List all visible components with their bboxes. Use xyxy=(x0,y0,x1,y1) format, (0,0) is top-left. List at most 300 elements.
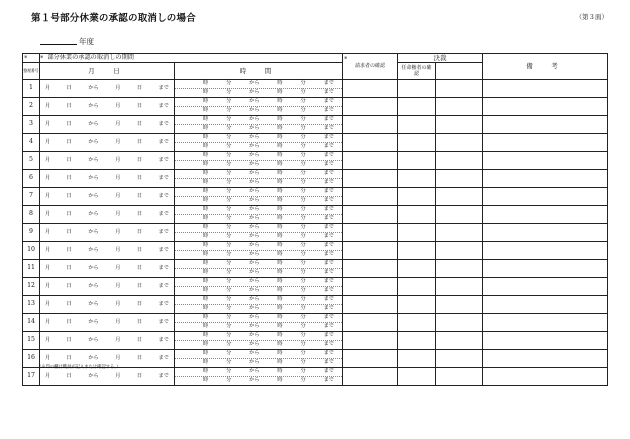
from-word: から xyxy=(88,84,99,91)
appointer-check-cell[interactable] xyxy=(398,224,436,242)
to-month: 月 xyxy=(115,318,121,325)
time-line xyxy=(175,214,342,223)
requester-check-cell[interactable] xyxy=(343,224,398,242)
hour-b: 時 xyxy=(277,332,283,339)
hour-b: 時 xyxy=(277,206,283,213)
year-input-line[interactable] xyxy=(40,44,77,45)
until-word: まで xyxy=(158,300,169,307)
appointer-check-cell[interactable] xyxy=(398,332,436,350)
from-word: から xyxy=(249,377,260,384)
requester-check-cell[interactable] xyxy=(343,206,398,224)
row-seq: 17 xyxy=(23,368,40,386)
biko-cell[interactable] xyxy=(483,134,608,152)
from-word: から xyxy=(249,152,260,159)
from-word: から xyxy=(88,174,99,181)
kessai-cell[interactable] xyxy=(436,188,483,206)
row-time-range[interactable] xyxy=(175,242,343,260)
appointer-check-cell[interactable] xyxy=(398,170,436,188)
until-word: まで xyxy=(158,336,169,343)
time-line xyxy=(175,278,342,286)
from-word: から xyxy=(249,215,260,222)
appointer-check-cell[interactable] xyxy=(398,152,436,170)
minute-b: 分 xyxy=(300,314,306,321)
minute-b: 分 xyxy=(300,233,306,240)
to-month: 月 xyxy=(115,156,121,163)
table-row xyxy=(23,134,608,152)
minute-b: 分 xyxy=(300,143,306,150)
row-time-range[interactable] xyxy=(175,368,343,386)
appointer-check-cell[interactable] xyxy=(398,350,436,368)
appointer-check-cell[interactable] xyxy=(398,296,436,314)
hour-a: 時 xyxy=(203,314,209,321)
biko-cell[interactable] xyxy=(483,242,608,260)
until-word: まで xyxy=(158,138,169,145)
from-word: から xyxy=(88,264,99,271)
from-word: から xyxy=(249,314,260,321)
kessai-cell[interactable] xyxy=(436,80,483,98)
until-word: まで xyxy=(323,116,334,123)
row-time-range[interactable] xyxy=(175,98,343,116)
hour-a: 時 xyxy=(203,215,209,222)
row-seq: 5 xyxy=(23,152,40,170)
row-time-range[interactable] xyxy=(175,314,343,332)
requester-check-cell[interactable] xyxy=(343,332,398,350)
minute-b: 分 xyxy=(300,170,306,177)
row-time-range[interactable] xyxy=(175,80,343,98)
biko-cell[interactable] xyxy=(483,368,608,386)
row-time-range[interactable] xyxy=(175,170,343,188)
minute-a: 分 xyxy=(226,125,232,132)
appointer-check-cell[interactable] xyxy=(398,314,436,332)
to-month: 月 xyxy=(115,210,121,217)
biko-header: 備 考 xyxy=(483,54,608,80)
from-month: 月 xyxy=(45,264,51,271)
hour-b: 時 xyxy=(277,134,283,141)
from-word: から xyxy=(249,269,260,276)
hour-b: 時 xyxy=(277,224,283,231)
minute-b: 分 xyxy=(300,89,306,96)
until-word: まで xyxy=(158,156,169,163)
row-time-range[interactable] xyxy=(175,134,343,152)
row-time-range[interactable] xyxy=(175,350,343,368)
hour-a: 時 xyxy=(203,341,209,348)
requester-check-cell[interactable] xyxy=(343,170,398,188)
hour-a: 時 xyxy=(203,332,209,339)
from-word: から xyxy=(249,332,260,339)
to-day: 日 xyxy=(136,282,143,289)
table-row xyxy=(23,368,608,386)
until-word: まで xyxy=(323,188,334,195)
requester-check-cell[interactable] xyxy=(343,188,398,206)
minute-b: 分 xyxy=(300,161,306,168)
until-word: まで xyxy=(323,107,334,114)
from-day: 日 xyxy=(66,192,72,199)
appointer-check-cell[interactable] xyxy=(398,116,436,134)
hour-a: 時 xyxy=(203,278,209,285)
requester-check-cell[interactable] xyxy=(343,296,398,314)
row-date-range[interactable] xyxy=(40,188,175,206)
requester-check-cell[interactable] xyxy=(343,152,398,170)
hour-b: 時 xyxy=(277,161,283,168)
until-word: まで xyxy=(323,215,334,222)
from-month: 月 xyxy=(45,228,51,235)
hour-a: 時 xyxy=(203,368,209,375)
time-line xyxy=(175,322,342,331)
time-line xyxy=(175,286,342,295)
from-month: 月 xyxy=(45,120,51,127)
time-line xyxy=(175,376,342,385)
time-line xyxy=(175,314,342,322)
from-day: 日 xyxy=(66,174,72,181)
until-word: まで xyxy=(323,98,334,105)
from-month: 月 xyxy=(45,300,51,307)
row-date-range[interactable] xyxy=(40,206,175,224)
until-word: まで xyxy=(323,125,334,132)
kessai-cell[interactable] xyxy=(436,242,483,260)
row-date-range[interactable] xyxy=(40,242,175,260)
requester-check-cell[interactable] xyxy=(343,116,398,134)
row-date-range[interactable] xyxy=(40,332,175,350)
biko-cell[interactable] xyxy=(483,296,608,314)
minute-b: 分 xyxy=(300,98,306,105)
to-day: 日 xyxy=(136,318,143,325)
hour-a: 時 xyxy=(203,242,209,249)
minute-b: 分 xyxy=(300,242,306,249)
minute-b: 分 xyxy=(300,323,306,330)
cancellation-table xyxy=(22,53,608,386)
appointer-check-cell[interactable] xyxy=(398,134,436,152)
table-row xyxy=(23,152,608,170)
from-word: から xyxy=(88,138,99,145)
period-note-mark: ※ xyxy=(40,53,44,59)
until-word: まで xyxy=(323,368,334,375)
kessai-cell[interactable] xyxy=(436,314,483,332)
requester-header xyxy=(343,54,398,80)
table-row xyxy=(23,188,608,206)
until-word: まで xyxy=(323,359,334,366)
minute-b: 分 xyxy=(300,107,306,114)
time-line xyxy=(175,250,342,259)
from-month: 月 xyxy=(45,210,51,217)
row-time-range[interactable] xyxy=(175,296,343,314)
biko-cell[interactable] xyxy=(483,224,608,242)
row-time-range[interactable] xyxy=(175,152,343,170)
period-header-label: 部分休業の承認の取消しの期間 xyxy=(47,53,134,61)
hour-b: 時 xyxy=(277,305,283,312)
from-word: から xyxy=(249,179,260,186)
hour-b: 時 xyxy=(277,89,283,96)
appointer-check-cell[interactable] xyxy=(398,278,436,296)
seq-note-mark: ※ xyxy=(23,54,40,63)
from-day: 日 xyxy=(66,156,72,163)
time-line xyxy=(175,178,342,187)
minute-a: 分 xyxy=(226,323,232,330)
row-date-range[interactable] xyxy=(40,170,175,188)
minute-b: 分 xyxy=(300,305,306,312)
appointer-check-cell[interactable] xyxy=(398,188,436,206)
hour-b: 時 xyxy=(277,98,283,105)
minute-a: 分 xyxy=(226,161,232,168)
from-month: 月 xyxy=(45,246,51,253)
hour-b: 時 xyxy=(277,179,283,186)
until-word: まで xyxy=(323,242,334,249)
biko-cell[interactable] xyxy=(483,278,608,296)
until-word: まで xyxy=(323,377,334,384)
appointer-check-cell[interactable] xyxy=(398,98,436,116)
from-day: 日 xyxy=(66,246,72,253)
until-word: まで xyxy=(323,251,334,258)
to-day: 日 xyxy=(136,120,143,127)
hour-a: 時 xyxy=(203,80,209,87)
kessai-cell[interactable] xyxy=(436,170,483,188)
from-word: から xyxy=(249,116,260,123)
minute-a: 分 xyxy=(226,179,232,186)
hour-a: 時 xyxy=(203,89,209,96)
from-month: 月 xyxy=(45,84,51,91)
biko-cell[interactable] xyxy=(483,80,608,98)
hour-b: 時 xyxy=(277,323,283,330)
until-word: まで xyxy=(158,210,169,217)
minute-b: 分 xyxy=(300,179,306,186)
from-word: から xyxy=(249,296,260,303)
requester-check-cell[interactable] xyxy=(343,134,398,152)
to-day: 日 xyxy=(136,228,143,235)
requester-check-cell[interactable] xyxy=(343,314,398,332)
kessai-cell[interactable] xyxy=(436,152,483,170)
minute-b: 分 xyxy=(300,350,306,357)
requester-check-cell[interactable] xyxy=(343,278,398,296)
row-time-range[interactable] xyxy=(175,260,343,278)
row-date-range[interactable] xyxy=(40,116,175,134)
minute-b: 分 xyxy=(300,224,306,231)
minute-a: 分 xyxy=(226,143,232,150)
minute-a: 分 xyxy=(226,206,232,213)
page-number: （第３面） xyxy=(575,13,608,21)
minute-b: 分 xyxy=(300,368,306,375)
kessai-header: 決裁 xyxy=(398,54,483,63)
minute-b: 分 xyxy=(300,287,306,294)
minute-a: 分 xyxy=(226,197,232,204)
time-line xyxy=(175,160,342,169)
row-date-range[interactable] xyxy=(40,224,175,242)
until-word: まで xyxy=(323,314,334,321)
from-word: から xyxy=(88,372,99,379)
minute-b: 分 xyxy=(300,269,306,276)
from-day: 日 xyxy=(66,138,72,145)
time-line xyxy=(175,170,342,178)
row-date-range[interactable] xyxy=(40,80,175,98)
hour-b: 時 xyxy=(277,233,283,240)
minute-a: 分 xyxy=(226,152,232,159)
hour-b: 時 xyxy=(277,377,283,384)
to-day: 日 xyxy=(136,300,143,307)
biko-cell[interactable] xyxy=(483,206,608,224)
hour-b: 時 xyxy=(277,287,283,294)
row-date-range[interactable] xyxy=(40,314,175,332)
from-day: 日 xyxy=(66,318,72,325)
minute-a: 分 xyxy=(226,269,232,276)
minute-b: 分 xyxy=(300,188,306,195)
minute-a: 分 xyxy=(226,242,232,249)
until-word: まで xyxy=(323,233,334,240)
biko-cell[interactable] xyxy=(483,350,608,368)
row-time-range[interactable] xyxy=(175,278,343,296)
requester-check-cell[interactable] xyxy=(343,368,398,386)
minute-b: 分 xyxy=(300,341,306,348)
time-line xyxy=(175,260,342,268)
from-word: から xyxy=(88,120,99,127)
row-date-range[interactable] xyxy=(40,134,175,152)
until-word: まで xyxy=(323,332,334,339)
appointer-check-cell[interactable] xyxy=(398,80,436,98)
to-month: 月 xyxy=(115,192,121,199)
time-line xyxy=(175,142,342,151)
until-word: まで xyxy=(158,318,169,325)
to-month: 月 xyxy=(115,282,121,289)
hour-a: 時 xyxy=(203,107,209,114)
to-month: 月 xyxy=(115,102,121,109)
from-word: から xyxy=(249,197,260,204)
row-time-range[interactable] xyxy=(175,332,343,350)
row-time-range[interactable] xyxy=(175,224,343,242)
appointer-check-cell[interactable] xyxy=(398,206,436,224)
row-time-range[interactable] xyxy=(175,116,343,134)
until-word: まで xyxy=(158,246,169,253)
time-line xyxy=(175,88,342,97)
hour-a: 時 xyxy=(203,350,209,357)
from-word: から xyxy=(249,368,260,375)
biko-cell[interactable] xyxy=(483,332,608,350)
row-date-range[interactable] xyxy=(40,98,175,116)
until-word: まで xyxy=(158,84,169,91)
requester-check-cell[interactable] xyxy=(343,80,398,98)
from-month: 月 xyxy=(45,282,51,289)
row-date-range[interactable] xyxy=(40,152,175,170)
kessai-cell[interactable] xyxy=(436,134,483,152)
requester-check-cell[interactable] xyxy=(343,242,398,260)
appointer-check-cell[interactable] xyxy=(398,242,436,260)
hour-b: 時 xyxy=(277,197,283,204)
until-word: まで xyxy=(323,170,334,177)
kessai-cell[interactable] xyxy=(436,368,483,386)
biko-cell[interactable] xyxy=(483,260,608,278)
hour-b: 時 xyxy=(277,143,283,150)
requester-check-cell[interactable] xyxy=(343,98,398,116)
table-row xyxy=(23,98,608,116)
kessai-cell[interactable] xyxy=(436,206,483,224)
requester-check-cell[interactable] xyxy=(343,350,398,368)
biko-cell[interactable] xyxy=(483,116,608,134)
from-word: から xyxy=(249,278,260,285)
hour-b: 時 xyxy=(277,368,283,375)
time-line xyxy=(175,134,342,142)
minute-a: 分 xyxy=(226,224,232,231)
minute-b: 分 xyxy=(300,215,306,222)
from-word: から xyxy=(249,107,260,114)
biko-cell[interactable] xyxy=(483,188,608,206)
biko-cell[interactable] xyxy=(483,152,608,170)
appointer-check-cell[interactable] xyxy=(398,368,436,386)
to-month: 月 xyxy=(115,120,121,127)
to-month: 月 xyxy=(115,300,121,307)
time-line xyxy=(175,268,342,277)
row-date-range[interactable] xyxy=(40,368,175,386)
minute-b: 分 xyxy=(300,332,306,339)
row-time-range[interactable] xyxy=(175,206,343,224)
time-header: 時 間 xyxy=(175,63,343,80)
row-date-range[interactable] xyxy=(40,260,175,278)
minute-a: 分 xyxy=(226,350,232,357)
hour-b: 時 xyxy=(277,125,283,132)
requester-check-cell[interactable] xyxy=(343,260,398,278)
from-month: 月 xyxy=(45,318,51,325)
row-date-range[interactable] xyxy=(40,296,175,314)
to-month: 月 xyxy=(115,138,121,145)
requester-note-mark: ※ xyxy=(344,55,348,60)
table-row xyxy=(23,80,608,98)
until-word: まで xyxy=(323,296,334,303)
to-month: 月 xyxy=(115,84,121,91)
row-seq: 16 xyxy=(23,350,40,368)
appointer-check-cell[interactable] xyxy=(398,260,436,278)
table-row xyxy=(23,224,608,242)
kessai-cell[interactable] xyxy=(436,260,483,278)
time-line xyxy=(175,350,342,358)
from-day: 日 xyxy=(66,336,72,343)
kessai-cell[interactable] xyxy=(436,116,483,134)
row-time-range[interactable] xyxy=(175,188,343,206)
to-day: 日 xyxy=(136,372,143,379)
from-month: 月 xyxy=(45,372,51,379)
minute-a: 分 xyxy=(226,215,232,222)
minute-a: 分 xyxy=(226,89,232,96)
biko-cell[interactable] xyxy=(483,314,608,332)
until-word: まで xyxy=(323,341,334,348)
hour-a: 時 xyxy=(203,188,209,195)
kessai-cell[interactable] xyxy=(436,98,483,116)
from-word: から xyxy=(249,350,260,357)
row-date-range[interactable] xyxy=(40,278,175,296)
to-month: 月 xyxy=(115,354,121,361)
biko-cell[interactable] xyxy=(483,98,608,116)
kessai-cell[interactable] xyxy=(436,296,483,314)
from-day: 日 xyxy=(66,354,72,361)
from-word: から xyxy=(88,282,99,289)
kessai-cell[interactable] xyxy=(436,332,483,350)
time-line xyxy=(175,242,342,250)
to-month: 月 xyxy=(115,246,121,253)
hour-a: 時 xyxy=(203,269,209,276)
minute-a: 分 xyxy=(226,98,232,105)
kessai-cell[interactable] xyxy=(436,278,483,296)
minute-a: 分 xyxy=(226,80,232,87)
kessai-cell[interactable] xyxy=(436,350,483,368)
appointer-header: 任命権者の確認 xyxy=(398,63,436,80)
from-month: 月 xyxy=(45,336,51,343)
from-day: 日 xyxy=(66,120,72,127)
kessai-cell[interactable] xyxy=(436,224,483,242)
minute-b: 分 xyxy=(300,359,306,366)
until-word: まで xyxy=(323,143,334,150)
biko-cell[interactable] xyxy=(483,170,608,188)
hour-b: 時 xyxy=(277,251,283,258)
time-line xyxy=(175,116,342,124)
hour-a: 時 xyxy=(203,224,209,231)
time-line xyxy=(175,106,342,115)
table-row xyxy=(23,332,608,350)
until-word: まで xyxy=(158,102,169,109)
hour-a: 時 xyxy=(203,179,209,186)
